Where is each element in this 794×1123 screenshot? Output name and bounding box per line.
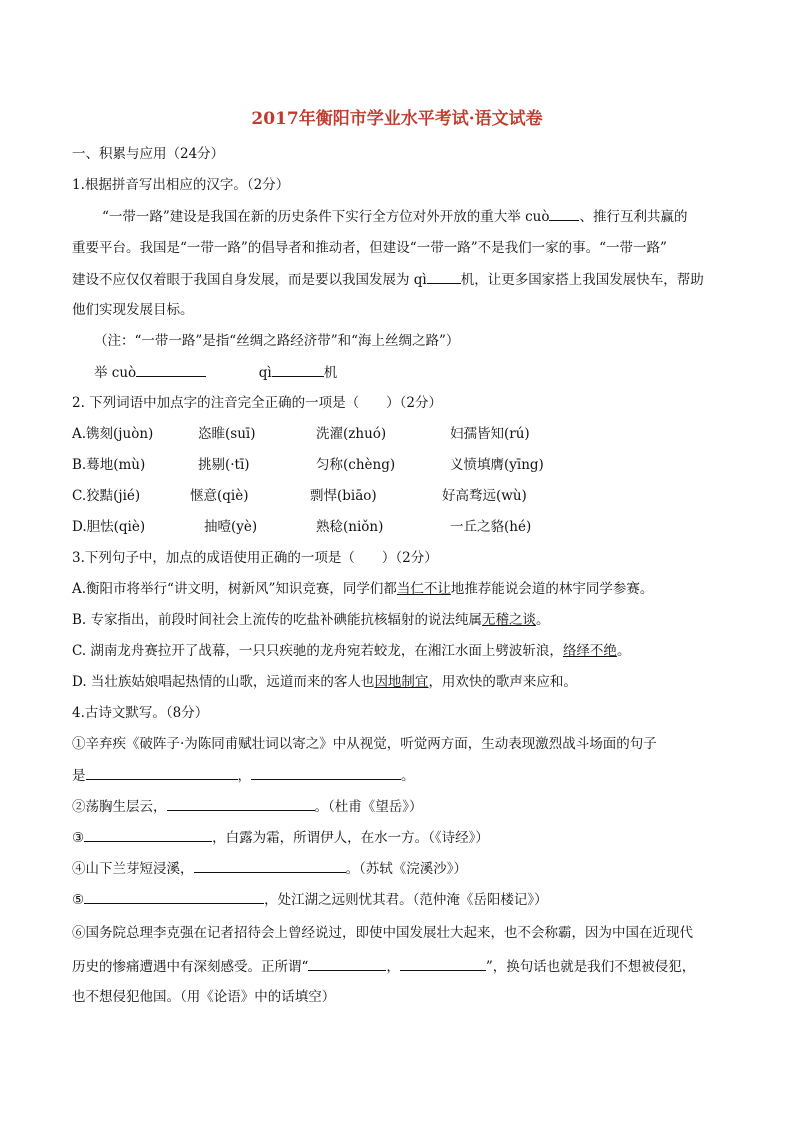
recitation-4 (72, 858, 467, 879)
recitation-6-tail: 也不想侵犯他国。（用《论语》中的话填空） (72, 989, 336, 1005)
answer-blank[interactable] (194, 858, 346, 873)
section-heading: 一、积累与应用（24分） (72, 146, 225, 162)
option-d-word-1: D.胆怯(qiè) (72, 519, 146, 535)
answer-blank[interactable] (251, 765, 401, 780)
passage-text: 建设不应仅仅着眼于我国自身发展，而是要以我国发展为 qì (72, 272, 427, 288)
option-a-word-1: A.镌刻(juòn) (72, 426, 154, 442)
question-1-note: （注：“一带一路”是指“丝绸之路经济带”和“海上丝绸之路”） (94, 333, 460, 349)
option-b-word-3: 匀称(chèng) (316, 457, 396, 473)
question-1-para-line (72, 269, 704, 290)
option-d-word-4: 一丘之貉(hé) (450, 519, 532, 535)
answer-label: 机 (323, 365, 338, 381)
text: ⑤ (72, 892, 85, 908)
option-text: D. 当壮族姑娘唱起热情的山歌，远道而来的客人也 (72, 674, 375, 690)
question-1-stem: 1.根据拼音写出相应的汉字。（2分） (72, 177, 290, 193)
option-text: 。 (616, 643, 631, 659)
option-a-word-4: 妇孺皆知(rú) (450, 426, 530, 442)
text: ， (237, 768, 251, 784)
idiom: 因地制宜 (374, 674, 429, 690)
text: 。（苏轼《浣溪沙》） (345, 861, 467, 877)
answer-line (94, 362, 337, 383)
option-text: C. 湖南龙舟赛拉开了战幕，一只只疾驰的龙舟宛若蛟龙，在湘江水面上劈波斩浪， (72, 643, 563, 659)
answer-blank[interactable] (308, 956, 386, 971)
option-b-word-4: 义愤填膺(yīng) (450, 457, 544, 473)
option-text: 地推荐能说会道的林宇同学参赛。 (450, 581, 654, 597)
option-d-word-2: 抽噎(yè) (204, 519, 258, 535)
answer-blank[interactable] (167, 796, 315, 811)
question-3-option-d (72, 672, 577, 692)
idiom: 无稽之谈 (482, 612, 537, 628)
question-3-stem: 3.下列句子中，加点的成语使用正确的一项是（ ）（2分） (72, 550, 438, 566)
option-b-word-2: 挑剔(·tī) (198, 457, 250, 473)
answer-blank[interactable] (427, 269, 461, 284)
option-c-word-2: 惬意(qiè) (190, 488, 249, 504)
passage-text: 、推行互利共赢的 (579, 209, 688, 225)
answer-blank[interactable] (272, 362, 324, 377)
passage-text: 他们实现发展目标。 (72, 302, 194, 318)
answer-blank[interactable] (84, 889, 264, 904)
question-3-option-c (72, 641, 630, 661)
option-b-word-1: B.蓦地(mù) (72, 457, 146, 473)
answer-blank[interactable] (84, 827, 212, 842)
option-text: B. 专家指出，前段时间社会上流传的吃盐补碘能抗核辐射的说法纯属 (72, 612, 483, 628)
recitation-3 (72, 827, 489, 848)
question-4-stem: 4.古诗文默写。（8分） (72, 705, 209, 721)
question-3-option-a (72, 579, 653, 599)
option-a-word-3: 洗濯(zhuó) (316, 426, 387, 442)
idiom: 当仁不让 (396, 581, 451, 597)
text: 历史的惨痛遭遇中有深刻感受。正所谓“ (72, 959, 309, 975)
option-text: A.衡阳市将举行“讲文明，树新风”知识竞赛，同学们都 (72, 581, 397, 597)
answer-label: qì (258, 365, 272, 381)
passage-text: “一带一路”建设是我国在新的历史条件下实行全方位对外开放的重大举 cuò (102, 209, 550, 225)
text: 是 (72, 768, 86, 784)
option-c-word-1: C.狡黠(jié) (72, 488, 141, 504)
answer-blank[interactable] (549, 206, 579, 221)
text: 。 (401, 768, 415, 784)
answer-blank[interactable] (136, 362, 206, 377)
idiom: 络绎不绝 (562, 643, 617, 659)
passage-text: 重要平台。我国是“一带一路”的倡导者和推动者，但建设“一带一路”不是我们一家的事。“一带一路” (72, 240, 667, 256)
text: ④山下兰芽短浸溪， (72, 861, 194, 877)
text: ，白露为霜，所谓伊人，在水一方。（《诗经》） (212, 830, 489, 846)
option-c-word-3: 剽悍(biāo) (310, 488, 377, 504)
recitation-1-text: ①辛弃疾《破阵子·为陈同甫赋壮词以寄之》中从视觉，听觉两方面，生动表现激烈战斗场面的句子 (72, 736, 657, 752)
text: ”，换句话也就是我们不想被侵犯， (485, 959, 696, 975)
text: ， (386, 959, 400, 975)
recitation-6-text: ⑥国务院总理李克强在记者招待会上曾经说过，即使中国发展壮大起来，也不会称霸，因为中国在近现代 (72, 925, 693, 941)
option-d-word-3: 熟稔(niǒn) (316, 519, 384, 535)
text: ③ (72, 830, 85, 846)
question-1-para-line (102, 206, 687, 227)
option-text: ，用欢快的歌声来应和。 (428, 674, 577, 690)
recitation-1-answer (72, 765, 415, 786)
passage-text: 机，让更多国家搭上我国发展快车，帮助 (460, 272, 704, 288)
option-text: 。 (536, 612, 550, 628)
question-2-stem: 2. 下列词语中加点字的注音完全正确的一项是（ ）（2分） (72, 395, 443, 411)
text: ②荡胸生层云， (72, 799, 167, 815)
text: 。（杜甫《望岳》） (314, 799, 423, 815)
recitation-6-answer (72, 956, 695, 977)
option-c-word-4: 好高骛远(wù) (442, 488, 527, 504)
answer-label: 举 cuò (94, 365, 137, 381)
recitation-5 (72, 889, 548, 910)
option-a-word-2: 恣睢(suī) (198, 426, 256, 442)
recitation-2 (72, 796, 423, 817)
answer-blank[interactable] (400, 956, 486, 971)
answer-blank[interactable] (86, 765, 238, 780)
question-3-option-b (72, 610, 550, 630)
exam-title: 2017年衡阳市学业水平考试·语文试卷 (251, 109, 543, 129)
text: ，处江湖之远则忧其君。（范仲淹《岳阳楼记》） (264, 892, 548, 908)
